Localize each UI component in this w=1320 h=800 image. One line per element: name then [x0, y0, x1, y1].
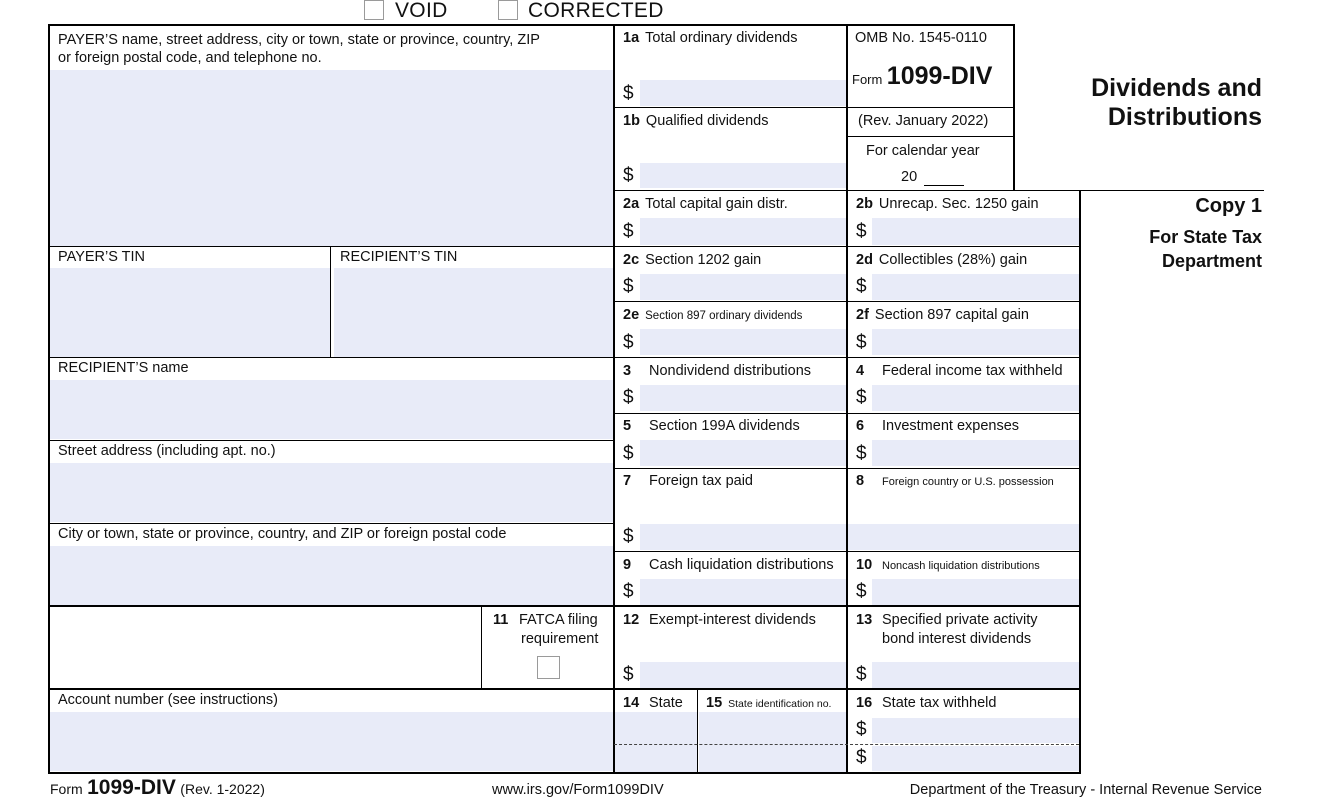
box-16-field-1[interactable]	[872, 718, 1079, 743]
box-2a-number: 2a	[623, 196, 640, 212]
box-2a-dollar: $	[623, 221, 634, 242]
box-2d-dollar: $	[856, 276, 867, 297]
box-2c-label: Section 1202 gain	[645, 252, 762, 268]
box-1b-field[interactable]	[640, 163, 846, 188]
box-2f-number: 2f	[856, 307, 869, 323]
box-2b-field[interactable]	[872, 218, 1079, 245]
revision-label: (Rev. January 2022)	[858, 113, 989, 129]
row-line-11	[48, 605, 1080, 607]
box-2a-label: Total capital gain distr.	[645, 196, 788, 212]
copy-label: Copy 1	[1195, 195, 1262, 217]
footer-form-prefix: Form	[50, 781, 83, 797]
omb-number: OMB No. 1545-0110	[855, 30, 987, 46]
street-address-label: Street address (including apt. no.)	[58, 443, 276, 459]
form-left-border	[48, 24, 50, 774]
box-12-dollar: $	[623, 664, 634, 685]
box-6-number: 6	[856, 418, 865, 434]
row-line-calendar	[846, 136, 1014, 137]
box-9-label: Cash liquidation distributions	[649, 557, 834, 573]
box-14-field[interactable]	[615, 712, 697, 772]
box-2f-dollar: $	[856, 332, 867, 353]
footer-form-id	[50, 776, 265, 800]
box-16-number: 16	[856, 695, 873, 711]
footer-department: Department of the Treasury - Internal Revenue Service	[909, 782, 1262, 798]
state-dashed-line	[614, 744, 1079, 745]
box-2e-field[interactable]	[640, 329, 846, 355]
copy-destination-line1: For State Tax	[1149, 227, 1262, 247]
box-12-number: 12	[623, 612, 640, 628]
box-2d-label: Collectibles (28%) gain	[878, 252, 1028, 268]
street-address-field[interactable]	[50, 463, 614, 522]
row-line-city	[48, 523, 614, 524]
box-13-dollar: $	[856, 664, 867, 685]
box-15-field[interactable]	[699, 712, 846, 772]
box-2b-dollar: $	[856, 221, 867, 242]
box-5-field[interactable]	[640, 440, 846, 466]
recipient-tin-field[interactable]	[334, 268, 614, 357]
box-1a-number: 1a	[623, 30, 640, 46]
footer-form-name: 1099-DIV	[87, 776, 176, 799]
box-2f-field[interactable]	[872, 329, 1079, 355]
box-16-dollar-1: $	[856, 719, 867, 740]
box-16-field-2[interactable]	[872, 746, 1079, 771]
box-6-dollar: $	[856, 443, 867, 464]
box-5-number: 5	[623, 418, 632, 434]
fatca-number: 11	[493, 612, 509, 628]
column-divider-1	[613, 24, 615, 774]
box-3-number: 3	[623, 363, 632, 379]
row-line-tin	[48, 246, 1080, 247]
fatca-divider	[481, 606, 482, 689]
corrected-checkbox[interactable]	[498, 0, 518, 20]
box-1b-dollar: $	[623, 165, 634, 186]
account-number-label: Account number (see instructions)	[58, 692, 279, 708]
box-5-dollar: $	[623, 443, 634, 464]
box-2e-label: Section 897 ordinary dividends	[645, 310, 803, 322]
copy-top-line	[846, 190, 1264, 191]
form-name: 1099-DIV	[886, 62, 993, 90]
recipient-name-label: RECIPIENT’S name	[58, 360, 189, 376]
box-14-label: State	[649, 695, 683, 711]
box-13-number: 13	[856, 612, 873, 628]
box-1a-label: Total ordinary dividends	[645, 30, 798, 46]
fatca-checkbox[interactable]	[537, 656, 560, 679]
year-prefix: 20	[901, 169, 918, 185]
box-3-dollar: $	[623, 387, 634, 408]
form-id	[852, 62, 992, 91]
box-4-dollar: $	[856, 387, 867, 408]
year-underline[interactable]	[924, 185, 964, 186]
box-2c-number: 2c	[623, 252, 640, 268]
city-label: City or town, state or province, country, and ZIP or foreign postal code	[58, 526, 507, 542]
box-2c-field[interactable]	[640, 274, 846, 300]
box-7-number: 7	[623, 473, 632, 489]
box-2b-number: 2b	[856, 196, 873, 212]
box-2e-number: 2e	[623, 307, 640, 323]
row-line-9	[614, 551, 1080, 552]
box-13-label-line1: Specified private activity	[882, 612, 1038, 628]
box-8-label: Foreign country or U.S. possession	[882, 476, 1054, 488]
form-top-border	[48, 24, 1014, 26]
box-9-dollar: $	[623, 581, 634, 602]
box-2b-label: Unrecap. Sec. 1250 gain	[878, 196, 1039, 212]
payer-tin-field[interactable]	[50, 268, 330, 357]
box-12-field[interactable]	[640, 662, 846, 688]
row-line-3	[48, 357, 1080, 358]
row-line-2e	[614, 301, 1080, 302]
payer-tin-label: PAYER’S TIN	[58, 249, 146, 265]
box-6-field[interactable]	[872, 440, 1079, 466]
row-line-street	[48, 440, 614, 441]
fatca-label-line2: requirement	[521, 631, 599, 647]
box-14-15-divider	[697, 689, 698, 773]
box-13-field[interactable]	[872, 662, 1079, 688]
payer-label-line1: PAYER’S name, street address, city or town, state or province, country, ZIP	[58, 32, 540, 48]
box-10-label: Noncash liquidation distributions	[882, 560, 1040, 572]
box-2e-dollar: $	[623, 332, 634, 353]
box-1a-field[interactable]	[640, 80, 846, 106]
box-15-label: State identification no.	[728, 698, 832, 710]
box-2d-field[interactable]	[872, 274, 1079, 300]
row-line-14	[48, 688, 1080, 690]
form-bottom-border	[48, 772, 1080, 774]
box-3-label: Nondividend distributions	[649, 363, 812, 379]
city-field[interactable]	[50, 546, 614, 605]
box-4-field[interactable]	[872, 385, 1079, 411]
box-5-label: Section 199A dividends	[649, 418, 800, 434]
box-7-dollar: $	[623, 526, 634, 547]
box-1a-dollar: $	[623, 83, 634, 104]
fatca-label-line1: FATCA filing	[519, 612, 598, 628]
box-8-field[interactable]	[848, 524, 1079, 550]
box-7-label: Foreign tax paid	[649, 473, 753, 489]
box-2a-field[interactable]	[640, 218, 846, 245]
box-16-dollar-2: $	[856, 747, 867, 768]
box-14-number: 14	[623, 695, 640, 711]
box-8-number: 8	[856, 473, 865, 489]
box-6-label: Investment expenses	[882, 418, 1020, 434]
account-number-field[interactable]	[50, 712, 614, 771]
box-7-field[interactable]	[640, 524, 846, 550]
box-12-label: Exempt-interest dividends	[649, 612, 816, 628]
box-2d-number: 2d	[856, 252, 873, 268]
box-10-dollar: $	[856, 581, 867, 602]
void-checkbox[interactable]	[364, 0, 384, 20]
footer-revision: (Rev. 1-2022)	[180, 781, 265, 797]
footer-url[interactable]: www.irs.gov/Form1099DIV	[492, 782, 664, 798]
box-4-number: 4	[856, 363, 865, 379]
recipient-name-field[interactable]	[50, 380, 614, 439]
row-line-7	[614, 468, 1080, 469]
box-3-field[interactable]	[640, 385, 846, 411]
form-prefix: Form	[852, 72, 883, 87]
box-9-number: 9	[623, 557, 632, 573]
box-15-number: 15	[706, 695, 723, 711]
box-2c-dollar: $	[623, 276, 634, 297]
box-2f-label: Section 897 capital gain	[874, 307, 1029, 323]
void-label: VOID	[395, 0, 448, 22]
box-10-field[interactable]	[872, 579, 1079, 605]
box-9-field[interactable]	[640, 579, 846, 605]
calendar-year-label: For calendar year	[866, 143, 980, 159]
box-13-label-line2: bond interest dividends	[882, 631, 1032, 647]
payer-label-line2: or foreign postal code, and telephone no.	[58, 50, 322, 66]
box-4-label: Federal income tax withheld	[882, 363, 1063, 379]
form-title-line1: Dividends and	[1091, 74, 1262, 102]
row-line-2a	[614, 190, 846, 191]
column-divider-3	[1079, 190, 1081, 774]
box-1b-number: 1b	[623, 113, 640, 129]
box-16-label: State tax withheld	[882, 695, 997, 711]
box-1b-label: Qualified dividends	[645, 113, 769, 129]
corrected-label: CORRECTED	[528, 0, 664, 22]
row-line-1b	[614, 107, 1014, 108]
box-10-number: 10	[856, 557, 873, 573]
copy-destination-line2: Department	[1161, 251, 1262, 271]
recipient-tin-label: RECIPIENT’S TIN	[340, 249, 458, 265]
payer-info-field[interactable]	[50, 70, 614, 246]
form-title-line2: Distributions	[1107, 103, 1262, 131]
tin-divider	[330, 246, 331, 357]
row-line-5	[614, 413, 1080, 414]
